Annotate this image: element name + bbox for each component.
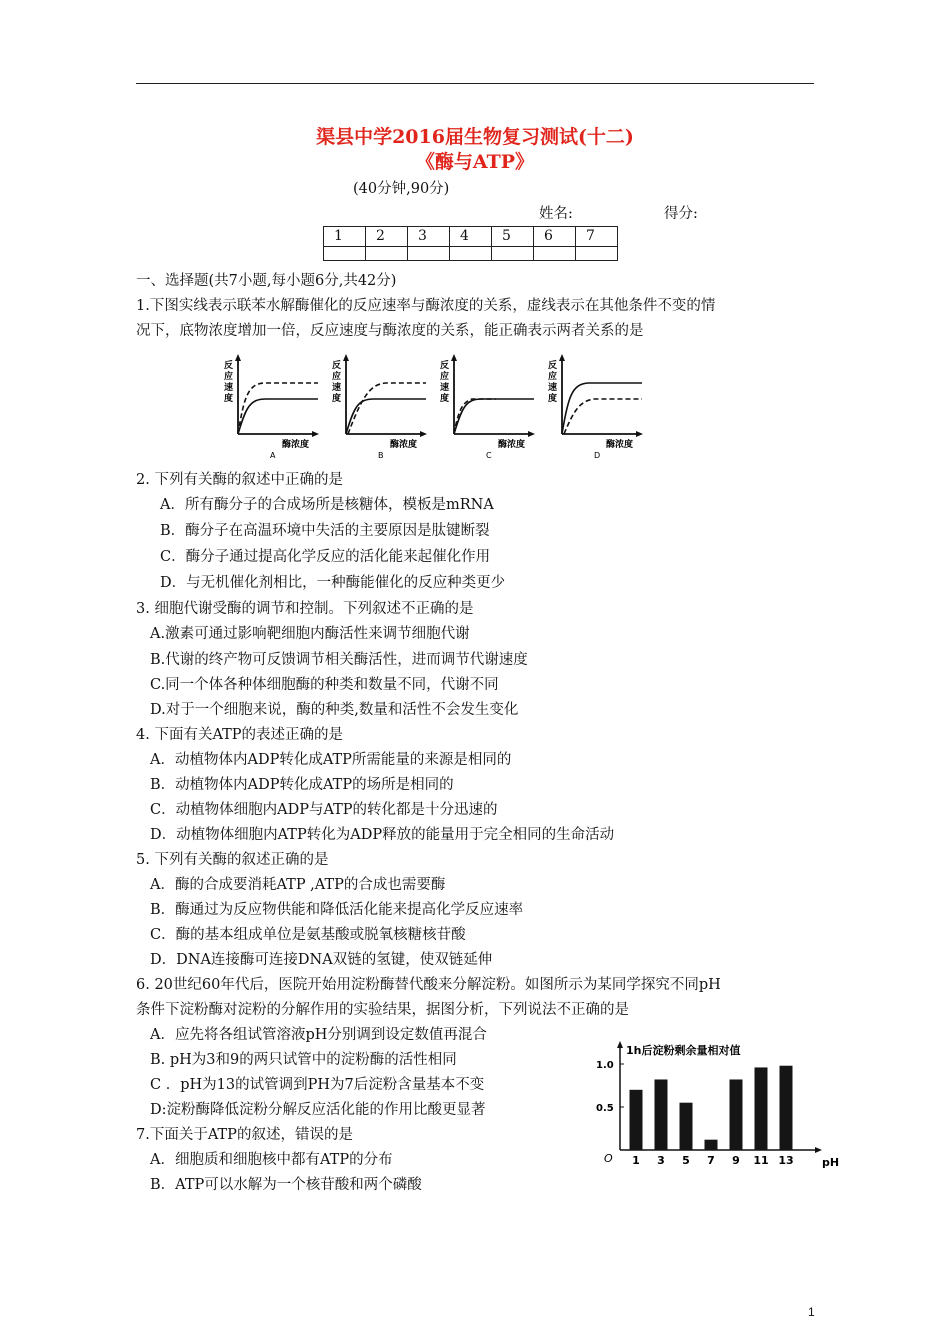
q5-option-b: B．酶通过为反应物供能和降低活化能来提高化学反应速率 [150,902,524,918]
answer-cell[interactable] [366,247,408,261]
graph-xlabel: 酶浓度 [390,440,418,450]
answer-col-number: 5 [492,227,534,247]
page-title: 渠县中学2016届生物复习测试(十二) [316,126,634,148]
q2-option-d: D．与无机催化剂相比，一种酶能催化的反应种类更少 [160,575,506,591]
q2-option-b: B．酶分子在高温环境中失活的主要原因是肽键断裂 [160,523,490,539]
graph-ylabel-char: 应 [224,372,234,382]
q1-graphs [220,352,652,460]
q4-option-b: B．动植物体内ADP转化成ATP的场所是相同的 [150,777,454,793]
bar-ph-3 [655,1079,668,1150]
q6-option-a: A．应先将各组试管溶液pH分别调到设定数值再混合 [150,1027,487,1043]
bar-ph-5 [680,1103,693,1150]
name-label: 姓名: [539,206,573,222]
graph-ylabel-char: 反 [548,361,558,371]
x-tick-label: 9 [732,1154,740,1167]
header-rule [136,83,814,84]
answer-col-number: 6 [534,227,576,247]
graph-ylabel-char: 速 [548,383,558,393]
graph-label-b: B [378,451,384,460]
page-subtitle: 《酶与ATP》 [415,151,535,173]
answer-cell[interactable] [408,247,450,261]
chart-title: 1h后淀粉剩余量相对值 [626,1044,741,1057]
graph-label-d: D [594,451,601,460]
graph-ylabel-char: 反 [224,361,234,371]
bar-ph-13 [780,1066,793,1150]
bar-ph-7 [705,1140,718,1150]
answer-col-number: 4 [450,227,492,247]
graph-d [548,354,643,460]
graph-ylabel-char: 度 [548,394,558,404]
graph-a [224,354,319,460]
answer-cell[interactable] [534,247,576,261]
q2-option-c: C．酶分子通过提高化学反应的活化能来起催化作用 [160,549,491,565]
graph-label-c: C [486,451,492,460]
graph-label-a: A [270,451,276,460]
page-number: 1 [808,1305,815,1319]
q3-stem: 3. 细胞代谢受酶的调节和控制。下列叙述不正确的是 [136,601,474,617]
q3-option-b: B.代谢的终产物可反馈调节相关酶活性，进而调节代谢速度 [150,652,528,668]
q3-option-c: C.同一个体各种体细胞酶的种类和数量不同，代谢不同 [150,677,499,693]
graph-ylabel-char: 度 [440,394,450,404]
answer-col-number: 3 [408,227,450,247]
graph-ylabel-char: 速 [224,383,234,393]
answer-col-number: 1 [324,227,366,247]
graph-ylabel-char: 反 [440,361,450,371]
q2-option-a: A．所有酶分子的合成场所是核糖体，模板是mRNA [160,497,494,513]
q5-option-d: D．DNA连接酶可连接DNA双链的氢键，使双链延伸 [150,952,493,968]
y-tick-label: 1.0 [596,1060,614,1071]
answer-cell[interactable] [324,247,366,261]
graph-c [440,354,535,460]
q4-option-a: A．动植物体内ADP转化成ATP所需能量的来源是相同的 [150,752,512,768]
bar-ph-9 [730,1079,743,1150]
y-tick-label: 0.5 [596,1103,614,1114]
graph-xlabel: 酶浓度 [606,440,634,450]
answer-cell[interactable] [576,247,618,261]
answer-table [323,226,618,261]
answer-cell[interactable] [450,247,492,261]
q6-stem-line2: 条件下淀粉酶对淀粉的分解作用的实验结果，据图分析，下列说法不正确的是 [136,1002,629,1018]
x-tick-label: 7 [707,1154,715,1167]
q7-stem: 7.下面关于ATP的叙述，错误的是 [136,1127,353,1143]
q6-stem-line1: 6. 20世纪60年代后，医院开始用淀粉酶替代酸来分解淀粉。如图所示为某同学探究不同pH [136,977,721,993]
x-tick-label: 5 [682,1154,690,1167]
graph-ylabel-char: 应 [332,372,342,382]
bar-ph-11 [755,1067,768,1150]
q4-option-d: D．动植物体细胞内ATP转化为ADP释放的能量用于完全相同的生命活动 [150,827,615,843]
graph-xlabel: 酶浓度 [282,440,310,450]
q1-stem-line2: 况下，底物浓度增加一倍，反应速度与酶浓度的关系，能正确表示两者关系的是 [136,323,644,339]
graph-ylabel-char: 速 [332,383,342,393]
q2-stem: 2. 下列有关酶的叙述中正确的是 [136,472,343,488]
x-tick-label: 11 [753,1154,769,1167]
q4-stem: 4. 下面有关ATP的表述正确的是 [136,727,344,743]
time-score: (40分钟,90分) [353,181,450,197]
graph-ylabel-char: 速 [440,383,450,393]
graph-ylabel-char: 度 [332,394,342,404]
graph-ylabel-char: 反 [332,361,342,371]
q5-stem: 5. 下列有关酶的叙述正确的是 [136,852,329,868]
q3-option-a: A.激素可通过影响靶细胞内酶活性来调节细胞代谢 [150,626,470,642]
q3-option-d: D.对于一个细胞来说，酶的种类,数量和活性不会发生变化 [150,702,519,718]
score-label: 得分: [664,206,698,222]
graph-xlabel: 酶浓度 [498,440,526,450]
graph-ylabel-char: 应 [440,372,450,382]
q5-option-a: A．酶的合成要消耗ATP ,ATP的合成也需要酶 [150,877,446,893]
answer-cell[interactable] [492,247,534,261]
graph-b [332,354,427,460]
answer-col-number: 7 [576,227,618,247]
q6-option-b: B. pH为3和9的两只试管中的淀粉酶的活性相同 [150,1052,457,1068]
chart-xlabel: pH [822,1156,840,1169]
q5-option-c: C．酶的基本组成单位是氨基酸或脱氧核糖核苷酸 [150,927,466,943]
q7-option-b: B．ATP可以水解为一个核苷酸和两个磷酸 [150,1177,422,1193]
answer-col-number: 2 [366,227,408,247]
section-heading: 一、选择题(共7小题,每小题6分,共42分) [136,273,397,289]
x-tick-label: 13 [778,1154,794,1167]
x-tick-label: 1 [632,1154,640,1167]
chart-bars [630,1066,793,1150]
chart-origin: O [604,1152,613,1165]
q6-option-c: C ．pH为13的试管调到PH为7后淀粉含量基本不变 [150,1077,485,1093]
x-tick-label: 3 [657,1154,665,1167]
q6-option-d: D:淀粉酶降低淀粉分解反应活化能的作用比酸更显著 [150,1102,486,1118]
graph-ylabel-char: 度 [224,394,234,404]
q4-option-c: C．动植物体细胞内ADP与ATP的转化都是十分迅速的 [150,802,498,818]
bar-ph-1 [630,1090,643,1150]
graph-ylabel-char: 应 [548,372,558,382]
q1-stem-line1: 1.下图实线表示联苯水解酶催化的反应速率与酶浓度的关系，虚线表示在其他条件不变的情 [136,298,716,314]
ph-bar-chart [592,1036,844,1176]
q7-option-a: A．细胞质和细胞核中都有ATP的分布 [150,1152,393,1168]
